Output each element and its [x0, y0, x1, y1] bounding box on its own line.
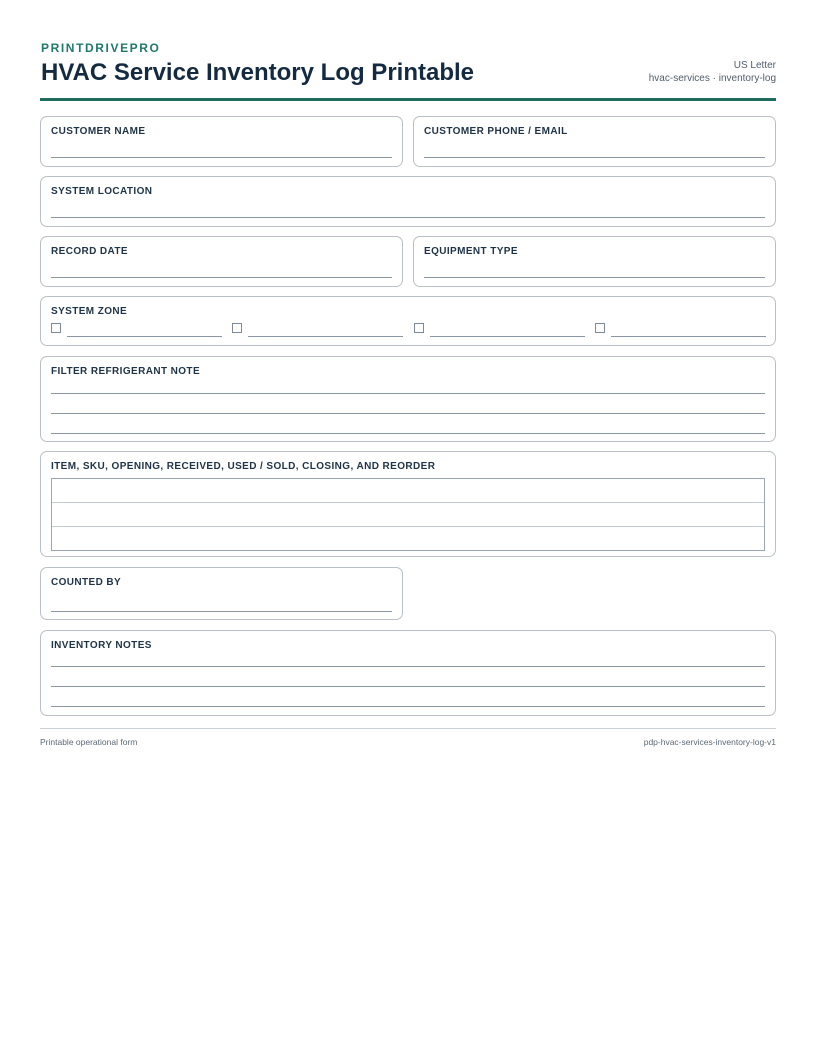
zone-option-3[interactable]	[414, 323, 585, 337]
counted-by-label: COUNTED BY	[51, 577, 122, 588]
table-row[interactable]	[52, 479, 764, 503]
customer-contact-field[interactable]	[413, 116, 776, 167]
zone-option-1[interactable]	[51, 323, 222, 337]
footer-left-text: Printable operational form	[40, 737, 138, 747]
counted-by-field[interactable]	[40, 567, 403, 620]
record-date-label: RECORD DATE	[51, 246, 128, 257]
customer-name-label: CUSTOMER NAME	[51, 126, 146, 137]
zone-option-4[interactable]	[595, 323, 766, 337]
zone-line-4[interactable]	[611, 336, 766, 337]
inventory-notes-line-2[interactable]	[51, 686, 765, 687]
equipment-type-field[interactable]	[413, 236, 776, 287]
note-line-1[interactable]	[51, 393, 765, 394]
form-header	[40, 40, 776, 101]
customer-name-field[interactable]	[40, 116, 403, 167]
zone-line-1[interactable]	[67, 336, 222, 337]
inventory-table	[51, 478, 765, 551]
page-footer	[40, 728, 776, 747]
footer-form-id: pdp-hvac-services-inventory-log-v1	[643, 737, 776, 747]
customer-contact-line[interactable]	[424, 157, 765, 158]
table-row[interactable]	[52, 503, 764, 527]
system-location-field[interactable]	[40, 176, 776, 227]
form-slug: hvac-services · inventory-log	[648, 73, 776, 84]
zone-line-3[interactable]	[430, 336, 585, 337]
zone-option-2[interactable]	[232, 323, 403, 337]
zone-checkbox-3[interactable]	[414, 323, 424, 333]
system-zone-field	[40, 296, 776, 346]
zone-checkbox-4[interactable]	[595, 323, 605, 333]
system-location-line[interactable]	[51, 217, 765, 218]
filter-refrigerant-note-label: FILTER REFRIGERANT NOTE	[51, 366, 201, 377]
system-zone-label: SYSTEM ZONE	[51, 306, 128, 317]
equipment-type-label: EQUIPMENT TYPE	[424, 246, 518, 257]
inventory-table-field	[40, 451, 776, 557]
record-date-field[interactable]	[40, 236, 403, 287]
zone-checkbox-1[interactable]	[51, 323, 61, 333]
note-line-2[interactable]	[51, 413, 765, 414]
system-location-label: SYSTEM LOCATION	[51, 186, 153, 197]
inventory-table-label: ITEM, SKU, OPENING, RECEIVED, USED / SOLD, CLOSING, AND REORDER	[51, 461, 436, 472]
brand-name: PRINTDRIVEPRO	[41, 41, 161, 55]
equipment-type-line[interactable]	[424, 277, 765, 278]
form-meta	[649, 59, 776, 85]
customer-name-line[interactable]	[51, 157, 392, 158]
inventory-notes-label: INVENTORY NOTES	[51, 640, 152, 651]
counted-by-line[interactable]	[51, 611, 392, 612]
form-page	[40, 40, 776, 747]
inventory-notes-line-1[interactable]	[51, 666, 765, 667]
note-line-3[interactable]	[51, 433, 765, 434]
page-title: HVAC Service Inventory Log Printable	[41, 59, 474, 86]
record-date-line[interactable]	[51, 277, 392, 278]
zone-checkbox-2[interactable]	[232, 323, 242, 333]
zone-line-2[interactable]	[248, 336, 403, 337]
paper-size: US Letter	[733, 60, 776, 71]
filter-refrigerant-note-field[interactable]	[40, 356, 776, 442]
table-row[interactable]	[52, 527, 764, 550]
customer-contact-label: CUSTOMER PHONE / EMAIL	[424, 126, 568, 137]
inventory-notes-line-3[interactable]	[51, 706, 765, 707]
inventory-notes-field[interactable]	[40, 630, 776, 716]
